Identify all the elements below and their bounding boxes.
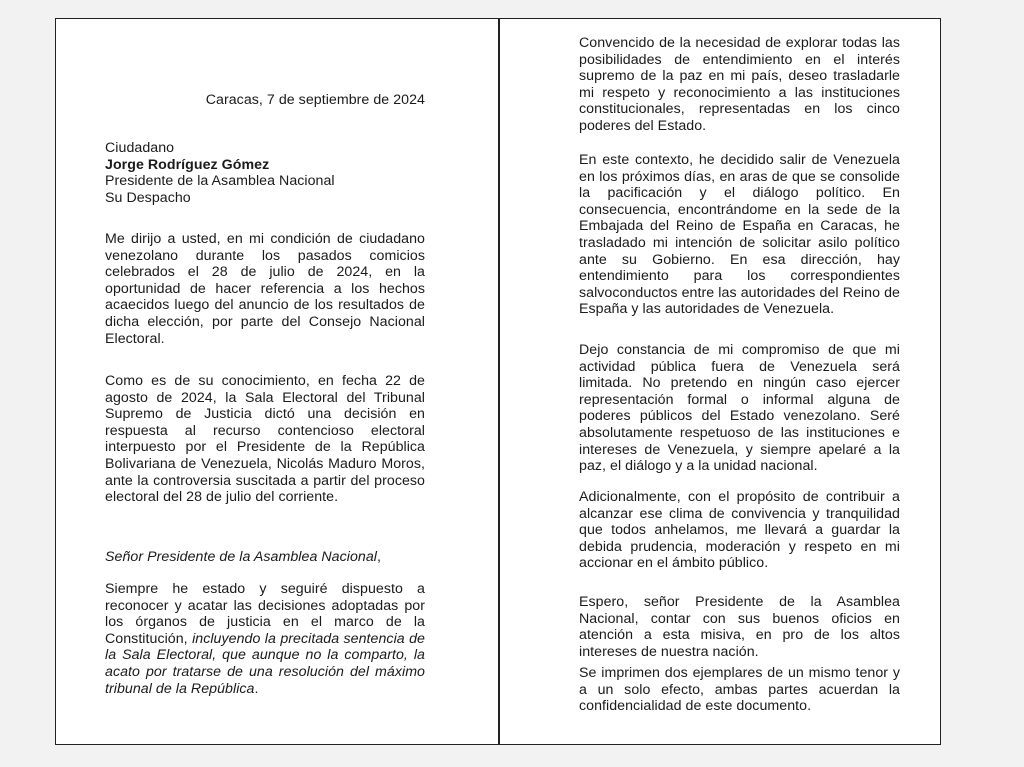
formal-address — [105, 549, 425, 566]
recipient-name: Jorge Rodríguez Gómez — [105, 156, 270, 173]
right-paragraph-1: Convencido de la necesidad de explorar todas las posibilidades de entendimiento en el interés supremo de la paz en mi país, deseo trasladarle mi respeto y reconocimiento a las instituciones constitucionales, representadas en los cinco poderes del Estado. — [579, 35, 900, 134]
right-paragraph-5: Espero, señor Presidente de la Asamblea Nacional, contar con sus buenos oficios en atención a esta misiva, en pro de los altos intereses de nuestra nación. — [579, 594, 900, 660]
recipient-title: Presidente de la Asamblea Nacional — [105, 173, 335, 190]
letter-sheet — [55, 18, 941, 745]
recipient-block — [105, 140, 425, 206]
recipient-office: Su Despacho — [105, 189, 191, 206]
right-paragraph-4: Adicionalmente, con el propósito de contribuir a alcanzar ese clima de convivencia y tranquilidad que todos anhelamos, me llevará a guardar la debida prudencia, moderación y respeto en mi accionar en el ámbito público. — [579, 489, 900, 572]
page-divider — [498, 19, 500, 744]
formal-address-text: Señor Presidente de la Asamblea Nacional — [105, 549, 377, 565]
right-paragraph-2: En este contexto, he decidido salir de Venezuela en los próximos días, en aras de que se consolide la pacificación y el diálogo político. En consecuencia, encontrándome en la sede de la Embajada del Reino de España en Caracas, he trasladado mi intención de solicitar asilo político ante su Gobierno. En esa dirección, hay entendimiento para los correspondientes salvoconductos entre las autoridades del Reino de España y las autoridades de Venezuela. — [579, 152, 900, 318]
left-paragraph-3-italic: incluyendo la precitada sentencia de la Sala Electoral, que aunque no la comparto, la acato por tratarse de una resolución del máximo tribunal de la República — [105, 630, 425, 697]
left-paragraph-3-plain: Siempre he estado y seguiré dispuesto a reconocer y acatar las decisiones adoptadas por los órganos de justicia en el marco de la Constitución, — [105, 581, 425, 647]
right-paragraph-3: Dejo constancia de mi compromiso de que mi actividad pública fuera de Venezuela será limitada. No pretendo en ningún caso ejercer representación formal o informal alguna de poderes públicos del Estado venezolano. Seré absolutamente respetuoso de las instituciones e intereses de Venezuela, y siempre apelaré a la paz, el diálogo y a la unidad nacional. — [579, 342, 900, 475]
letter-date: Caracas, 7 de septiembre de 2024 — [205, 92, 425, 108]
formal-address-punct: , — [376, 549, 381, 565]
left-paragraph-1: Me dirijo a usted, en mi condición de ciudadano venezolano durante los pasados comicios celebrados el 28 de julio de 2024, en la oportunidad de hacer referencia a los hechos acaecidos luego del anuncio de los resultados de dicha elección, por parte del Consejo Nacional Electoral. — [105, 231, 425, 347]
left-paragraph-3 — [105, 581, 425, 697]
left-paragraph-3-end: . — [254, 680, 259, 697]
left-paragraph-2: Como es de su conocimiento, en fecha 22 de agosto de 2024, la Sala Electoral del Tribunal Supremo de Justicia dictó una decisión en respuesta al recurso contencioso electoral interpuesto por el Presidente de la República Bolivariana de Venezuela, Nicolás Maduro Moros, ante la controversia suscitada a partir del proceso electoral del 28 de julio del corriente. — [105, 373, 425, 506]
right-paragraph-6: Se imprimen dos ejemplares de un mismo tenor y a un solo efecto, ambas partes acuerdan la confidencialidad de este documento. — [579, 665, 900, 715]
recipient-salutation: Ciudadano — [105, 140, 175, 156]
